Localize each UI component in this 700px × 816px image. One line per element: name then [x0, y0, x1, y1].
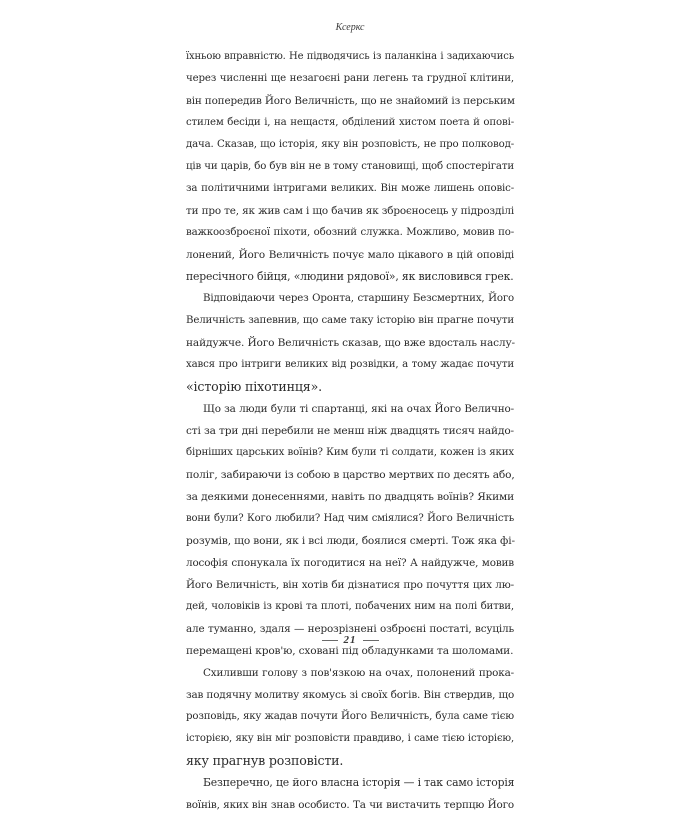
text-line: лонений, Його Величність почує мало цікавого в цій оповіді — [186, 249, 514, 261]
page-number-footer — [0, 634, 700, 646]
text-line: ти про те, як жив сам і що бачив як зброєносець у підрозділі — [186, 205, 514, 217]
text-line: за деякими донесеннями, навіть по двадцять воїнів? Якими — [186, 491, 514, 503]
text-line: він попередив Його Величність, що не знайомий із перським — [186, 95, 515, 107]
text-line: Безперечно, це його власна історія — і так само історія — [203, 776, 515, 789]
text-line: зав подячну молитву якомусь зі своїх богів. Він ствердив, що — [186, 689, 515, 701]
text-line: воїнів, яких він знав особисто. Та чи вистачить терпцю Його — [186, 799, 514, 811]
text-line: історією, яку він міг розповісти правдиво, і саме тією історією, — [186, 733, 514, 744]
text-line: хався про інтриги великих від розвідки, а тому жадає почути — [186, 359, 514, 370]
page-number: 21 — [343, 634, 357, 646]
text-line: стилем бесіди і, на нещастя, обділений хистом поета й опові- — [186, 117, 514, 128]
text-line: Схиливши голову з пов'язкою на очах, полонений прока- — [203, 667, 514, 679]
text-line: Відповідаючи через Оронта, старшину Безсмертних, Його — [203, 293, 514, 304]
text-line: яку прагнув розповісти. — [186, 753, 344, 768]
text-line: важкоозброєної піхоти, обозний служка. Можливо, мовив по- — [186, 227, 514, 238]
text-line: дача. Сказав, що історія, яку він розповість, не про полковод- — [186, 139, 514, 150]
text-line: «історію піхотинця». — [186, 379, 323, 394]
text-line: розповідь, яку жадав почути Його Величність, була саме тією — [186, 711, 514, 722]
text-line: Що за люди були ті спартанці, які на очах Його Велично- — [203, 403, 514, 415]
text-line: розумів, що вони, як і всі люди, боялися смерті. Тож яка фі- — [186, 535, 515, 547]
text-line: вони були? Кого любили? Над чим сміялися? Його Величність — [186, 513, 514, 524]
text-line: пересічного бійця, «людини рядової», як висловився грек. — [186, 270, 514, 283]
text-line: лософія спонукала їх погодитися на неї? А найдужче, мовив — [186, 557, 514, 569]
text-line: Його Величність, він хотів би дізнатися про почуття цих лю- — [186, 579, 514, 591]
text-line: але туманно, здаля — нерозрізнені озброєні постаті, всуціль — [186, 623, 514, 635]
text-line: Величність запевнив, що саме таку історію він прагне почути — [186, 315, 514, 326]
left-dash-ornament — [322, 640, 338, 641]
text-line: за політичними інтригами великих. Він може лишень оповіс- — [186, 183, 514, 194]
body-text — [186, 46, 514, 816]
text-line: поліг, забираючи із собою в царство мертвих по десять або, — [186, 469, 515, 481]
running-head-title: Ксеркс — [335, 22, 365, 33]
text-line: найдужче. Його Величність сказав, що вже вдосталь наслу- — [186, 337, 515, 349]
text-line: їхньою вправністю. Не підводячись із паланкіна і задихаючись — [186, 51, 514, 62]
text-line: ців чи царів, бо був він не в тому становищі, щоб спостерігати — [186, 161, 514, 172]
text-line: дей, чоловіків із крові та плоті, побачених ним на полі битви, — [186, 601, 514, 612]
right-dash-ornament — [363, 640, 379, 641]
text-line: через численні ще незагоєні рани легень та грудної клітини, — [186, 73, 514, 84]
text-line: перемащені кров'ю, сховані під обладунками та шоломами. — [186, 645, 514, 657]
text-line: сті за три дні перебили не менш ніж двадцять тисяч найдо- — [186, 425, 514, 437]
text-line: бірніших царських воїнів? Ким були ті солдати, кожен із яких — [186, 447, 514, 458]
